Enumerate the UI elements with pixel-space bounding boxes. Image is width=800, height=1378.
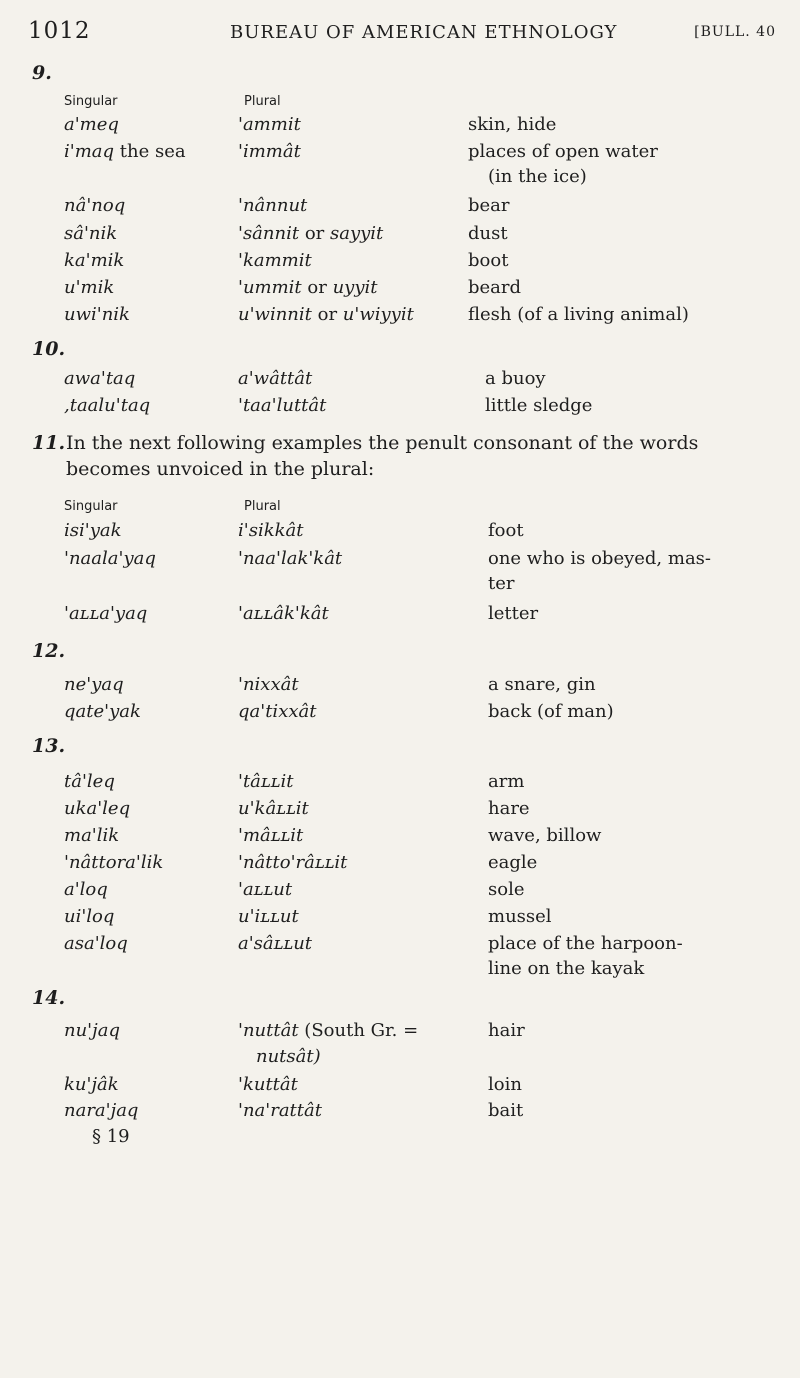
english-gloss: skin, hide <box>468 114 557 135</box>
english-gloss: loin <box>488 1074 522 1095</box>
table-row <box>0 701 800 731</box>
plural-form: u'kâʟʟit <box>238 798 309 819</box>
table-row <box>0 277 800 307</box>
singular-form: ka'mik <box>64 250 125 271</box>
section-13-number: 13. <box>32 735 66 757</box>
table-row <box>0 825 800 855</box>
singular-word: i'maq <box>64 141 115 162</box>
plural-word: u'winnit <box>238 304 312 325</box>
singular-form: 'aʟʟa'yaq <box>64 603 148 624</box>
table-row-continuation <box>0 1046 800 1076</box>
table-row <box>0 879 800 909</box>
plural-form: 'kuttât <box>238 1074 298 1095</box>
plural-form: 'tâʟʟit <box>238 771 294 792</box>
english-gloss: little sledge <box>485 395 593 416</box>
plural-form: 'nixxât <box>238 674 299 695</box>
bulletin-number: [BULL. 40 <box>694 24 776 40</box>
singular-form: nâ'noq <box>64 195 126 216</box>
english-gloss: one who is obeyed, mas- <box>488 548 711 569</box>
plural-form: 'ammit <box>238 114 301 135</box>
english-gloss: bear <box>468 195 510 216</box>
plural-alternate: uyyit <box>332 277 378 298</box>
english-gloss: hare <box>488 798 530 819</box>
singular-form: 'naala'yaq <box>64 548 156 569</box>
table-row-continuation <box>0 573 800 603</box>
english-gloss: place of the harpoon- <box>488 933 683 954</box>
singular-form: uka'leq <box>64 798 131 819</box>
english-gloss: letter <box>488 603 539 624</box>
english-gloss: boot <box>468 250 509 271</box>
plural-header: Plural <box>244 94 281 109</box>
plural-form: 'immât <box>238 141 301 162</box>
plural-or: or <box>301 277 333 298</box>
english-gloss: foot <box>488 520 524 541</box>
table-row <box>0 195 800 225</box>
table-row <box>0 395 800 425</box>
singular-form: ui'loq <box>64 906 115 927</box>
singular-form: awa'taq <box>64 368 136 389</box>
plural-form: a'sâʟʟut <box>238 933 313 954</box>
section-11-number: 11. <box>32 432 66 454</box>
singular-form: a'meq <box>64 114 119 135</box>
english-gloss: flesh (of a living animal) <box>468 304 689 325</box>
english-gloss-continued: ter <box>488 573 515 594</box>
section-10-number: 10. <box>32 338 66 360</box>
table-row-continuation <box>0 166 800 196</box>
english-gloss: mussel <box>488 906 552 927</box>
table-row <box>0 771 800 801</box>
singular-form: ,taalu'taq <box>64 395 151 416</box>
table-row <box>0 520 800 550</box>
singular-suffix: the sea <box>114 141 186 162</box>
table-row <box>0 250 800 280</box>
section-11-intro-line1: In the next following examples the penult consonant of the words <box>66 432 699 454</box>
singular-header: Singular <box>64 499 118 514</box>
plural-form: 'nâtto'râʟʟit <box>238 852 348 873</box>
singular-header: Singular <box>64 94 118 109</box>
table-row <box>0 798 800 828</box>
plural-note-continued: nutsât) <box>256 1046 321 1067</box>
plural-form: 'na'rattât <box>238 1100 322 1121</box>
plural-form: 'aʟʟut <box>238 879 293 900</box>
english-gloss: places of open water <box>468 141 658 162</box>
table-row-continuation <box>0 958 800 988</box>
section-11-intro-line2: becomes unvoiced in the plural: <box>66 458 375 480</box>
english-gloss: bait <box>488 1100 524 1121</box>
plural-form <box>238 304 414 325</box>
singular-form: qate'yak <box>64 701 141 722</box>
singular-form: asa'loq <box>64 933 128 954</box>
singular-form: nara'jaq <box>64 1100 139 1121</box>
section-reference: § 19 <box>92 1126 130 1147</box>
english-gloss: a buoy <box>485 368 546 389</box>
plural-form: a'wâttât <box>238 368 313 389</box>
plural-form: 'nânnut <box>238 195 308 216</box>
plural-note: (South Gr. = <box>298 1020 419 1041</box>
plural-word: 'nuttât <box>238 1020 299 1041</box>
plural-form <box>238 1020 418 1041</box>
plural-alternate: u'wiyyit <box>342 304 414 325</box>
section-14-number: 14. <box>32 987 66 1009</box>
singular-form: uwi'nik <box>64 304 130 325</box>
plural-or: or <box>299 223 330 244</box>
table-row <box>0 852 800 882</box>
plural-form: 'naa'lak'kât <box>238 548 343 569</box>
plural-word: 'ummit <box>238 277 302 298</box>
plural-word: 'sânnit <box>238 223 300 244</box>
table-row <box>0 368 800 398</box>
english-gloss-continued: (in the ice) <box>488 166 587 187</box>
table-row <box>0 603 800 633</box>
page-header <box>28 18 776 48</box>
plural-alternate: sayyit <box>329 223 384 244</box>
table-row <box>0 114 800 144</box>
singular-form: ma'lik <box>64 825 120 846</box>
plural-form: qa'tixxât <box>238 701 317 722</box>
plural-form <box>238 277 377 298</box>
english-gloss: arm <box>488 771 525 792</box>
english-gloss: beard <box>468 277 522 298</box>
table-row <box>0 674 800 704</box>
english-gloss: sole <box>488 879 525 900</box>
table-row <box>0 906 800 936</box>
plural-header: Plural <box>244 499 281 514</box>
plural-or: or <box>311 304 343 325</box>
singular-form: ku'jâk <box>64 1074 119 1095</box>
plural-form: 'aʟʟâk'kât <box>238 603 329 624</box>
plural-form: u'iʟʟut <box>238 906 299 927</box>
english-gloss: eagle <box>488 852 538 873</box>
english-gloss-continued: line on the kayak <box>488 958 645 979</box>
singular-form: isi'yak <box>64 520 122 541</box>
table-row <box>0 304 800 334</box>
singular-form: ne'yaq <box>64 674 124 695</box>
singular-form <box>64 141 186 162</box>
english-gloss: back (of man) <box>488 701 614 722</box>
english-gloss: a snare, gin <box>488 674 596 695</box>
english-gloss: hair <box>488 1020 525 1041</box>
singular-form: tâ'leq <box>64 771 115 792</box>
singular-form: nu'jaq <box>64 1020 120 1041</box>
plural-form: i'sikkât <box>238 520 304 541</box>
singular-form: sâ'nik <box>64 223 118 244</box>
singular-form: 'nâttora'lik <box>64 852 164 873</box>
plural-form: 'taa'luttât <box>238 395 327 416</box>
running-title: BUREAU OF AMERICAN ETHNOLOGY <box>230 22 618 43</box>
plural-form: 'kammit <box>238 250 312 271</box>
plural-form: 'mâʟʟit <box>238 825 304 846</box>
plural-form <box>238 223 383 244</box>
table-row <box>0 223 800 253</box>
section-12-number: 12. <box>32 640 66 662</box>
english-gloss: wave, billow <box>488 825 602 846</box>
page-number: 1012 <box>28 18 91 44</box>
singular-form: a'loq <box>64 879 108 900</box>
section-9-number: 9. <box>32 62 52 84</box>
english-gloss: dust <box>468 223 508 244</box>
singular-form: u'mik <box>64 277 115 298</box>
